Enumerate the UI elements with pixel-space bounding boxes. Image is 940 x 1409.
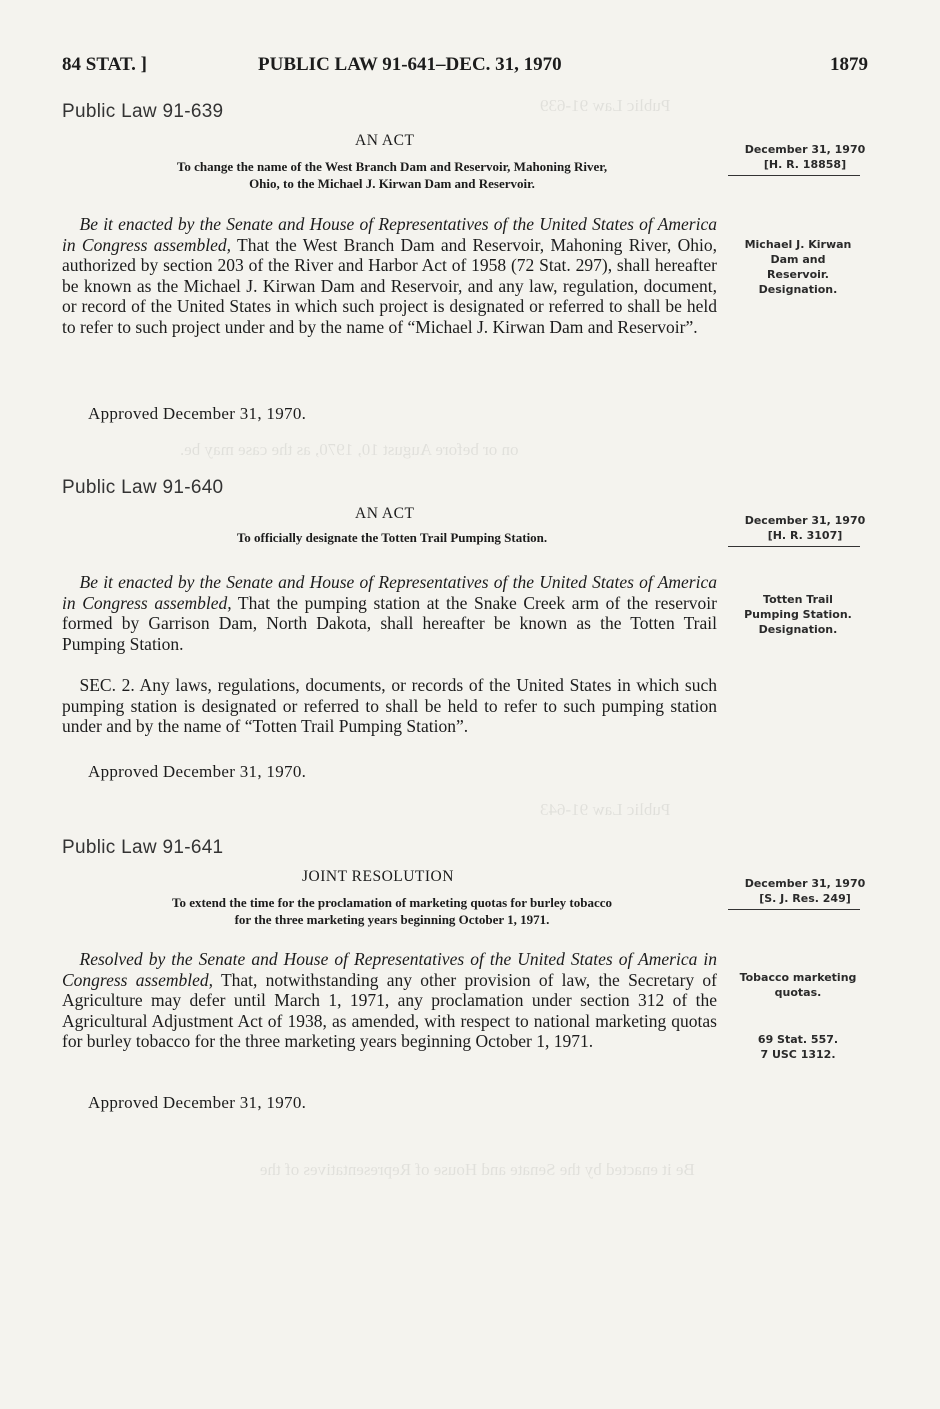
act-label: AN ACT	[355, 505, 415, 522]
enacting-text: Be it enacted by the Senate and House of Representatives of the United States of America in Congress assembled, That the West Branch Dam and Reservoir, Mahoning River, Ohio, authorized by section 203 of the River and Harbor Act of 1958 (72 Stat. 297), shall hereafter be known as the Michael J. Kirwan Dam and Reservoir, and any law, regulation, document, or record of the United States in which such project is designated or referred to shall be held to refer to such project under and by the name of “Michael J. Kirwan Dam and Reservoir”.	[62, 214, 717, 337]
statute-page: Public Law 91-639 on or before August 10, 1970, as the case may be. Public Law 91-643 Be it enacted by the Senate and House of Representatives of the 84 STAT. ] PUBLIC LAW 91-641–DEC. 31, 1970 1879 Public Law 91-639 AN ACT December 31, 1970 [H. R. 18858] To change the name of the West Branch Dam and Reservoir, Mahoning River, Ohio, to the Michael J. Kirwan Dam and Reservoir. Be it enacted by the Senate and House of Representatives of the United States of America in Congress assembled, That the West Branch Dam and Reservoir, Mahoning River, Ohio, authorized by section 203 of the River and Harbor Act of 1958 (72 Stat. 297), shall hereafter be known as the Michael J. Kirwan Dam and Reservoir, and any law, regulation, document, or record of the United States in which such project is designated or referred to shall be held to refer to such project under and by the name of “Michael J. Kirwan Dam and Reservoir”. Michael J. Kirwan Dam and Reservoir. Designation. Approved December 31, 1970. Public Law 91-640 AN ACT December 31, 1970 [H. R. 3107] To officially designate the Totten Trail Pumping Station. Be it enacted by the Senate and House of Representatives of the United States of America in Congress assembled, That the pumping station at the Snake Creek arm of the reservoir formed by Garrison Dam, North Dakota, shall hereafter be known as the Totten Trail Pumping Station. Totten Trail Pumping Station. Designation. SEC. 2. Any laws, regulations, documents, or records of the United States in which such pumping station is designated or referred to shall be held to refer to such pumping station under and by the name of “Totten Trail Pumping Station”. Approved December 31, 1970. Public Law 91-641 JOINT RESOLUTION December 31, 1970 [S. J. Res. 249] To extend the time for the proclamation of marketing quotas for burley tobacco for the three marketing years beginning October 1, 1971. Resolved by the Senate and House of Representatives of the United States of America in Congress assembled, That, notwithstanding any other provision of law, the Secretary of Agriculture may defer until March 1, 1971, any proclamation under section 312 of the Agricultural Adjustment Act of 1938, as amended, with respect to national marketing quotas for burley tobacco for the three marketing years beginning October 1, 1971. Tobacco marketing quotas. 69 Stat. 557. 7 USC 1312. Approved December 31, 1970.	[0, 0, 940, 1409]
stat-volume: 84 STAT. ]	[62, 54, 147, 75]
law-title: Public Law 91-640	[62, 477, 224, 498]
margin-note: Michael J. Kirwan Dam and Reservoir. Designation.	[744, 238, 852, 296]
margin-citation: 7 USC 1312.	[760, 1048, 836, 1061]
margin-date: December 31, 1970	[744, 877, 866, 890]
act-caption: To change the name of the West Branch Dam and Reservoir, Mahoning River, Ohio, to the Michael J. Kirwan Dam and Reservoir.	[176, 159, 608, 191]
margin-rule	[728, 546, 860, 547]
enacting-text: Be it enacted by the Senate and House of Representatives of the United States of America in Congress assembled, That the pumping station at the Snake Creek arm of the reservoir formed by Garrison Dam, North Dakota, shall hereafter be known as the Totten Trail Pumping Station.	[62, 572, 717, 654]
margin-date: December 31, 1970	[744, 514, 866, 527]
margin-date: December 31, 1970	[744, 143, 866, 156]
section-2-text: SEC. 2. Any laws, regulations, documents, or records of the United States in which such pumping station is designated or referred to shall be held to refer to such pumping station under and by the name of “Totten Trail Pumping Station”.	[62, 675, 717, 737]
margin-note: Tobacco marketing quotas.	[739, 971, 857, 999]
margin-note: Totten Trail Pumping Station. Designation.	[744, 593, 852, 636]
act-label: AN ACT	[355, 132, 415, 149]
margin-bill-number: [H. R. 3107]	[767, 529, 843, 542]
law-title: Public Law 91-639	[62, 101, 224, 122]
margin-bill-number: [H. R. 18858]	[763, 158, 847, 171]
approved-date: Approved December 31, 1970.	[88, 762, 307, 781]
margin-rule	[728, 909, 860, 910]
act-caption: To extend the time for the proclamation of marketing quotas for burley tobacco for the three marketing years beginning October 1, 1971.	[171, 895, 613, 927]
margin-bill-number: [S. J. Res. 249]	[759, 892, 851, 905]
act-label: JOINT RESOLUTION	[302, 868, 454, 885]
running-head: PUBLIC LAW 91-641–DEC. 31, 1970	[258, 54, 562, 75]
act-caption: To officially designate the Totten Trail Pumping Station.	[236, 530, 548, 545]
approved-date: Approved December 31, 1970.	[88, 1093, 307, 1112]
law-title: Public Law 91-641	[62, 837, 224, 858]
margin-citation: 69 Stat. 557.	[757, 1033, 839, 1046]
enacting-text: Resolved by the Senate and House of Representatives of the United States of America in Congress assembled, That, notwithstanding any other provision of law, the Secretary of Agriculture may defer until March 1, 1971, any proclamation under section 312 of the Agricultural Adjustment Act of 1938, as amended, with respect to national marketing quotas for burley tobacco for the three marketing years beginning October 1, 1971.	[62, 949, 717, 1052]
margin-rule	[728, 175, 860, 176]
approved-date: Approved December 31, 1970.	[88, 404, 307, 423]
page-number: 1879	[830, 54, 868, 75]
